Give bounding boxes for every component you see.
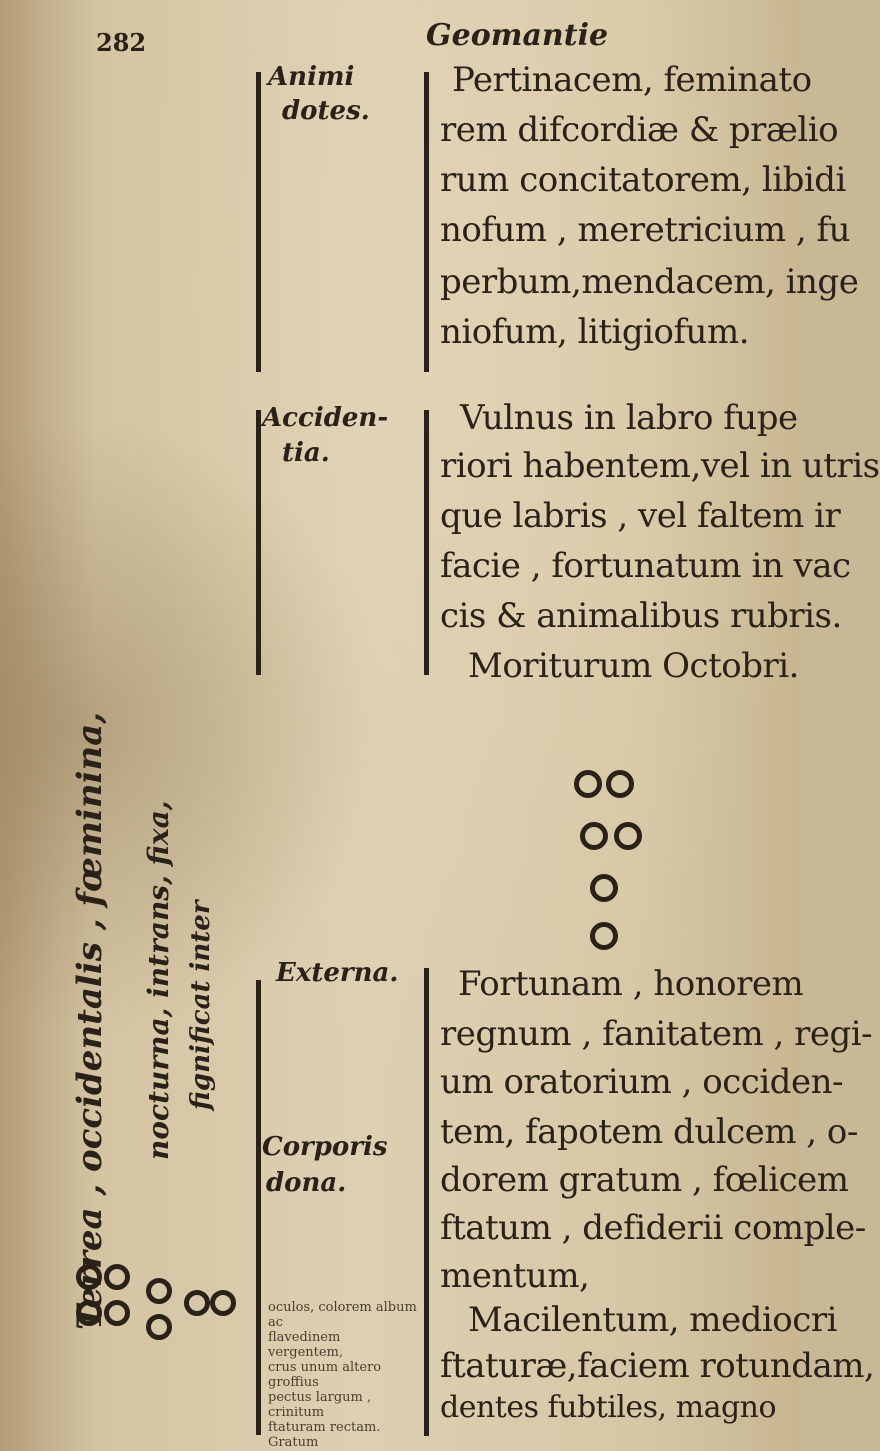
- margin-dot: [146, 1314, 172, 1340]
- figure-dot: [590, 874, 618, 902]
- text-line-22: dentes fubtiles, magno: [440, 1390, 777, 1425]
- text-line-19: mentum,: [440, 1256, 590, 1296]
- text-line-23: oculos, colorem album ac: [268, 1300, 417, 1330]
- text-line-11: cis & animalibus rubris.: [440, 596, 842, 636]
- margin-dot: [210, 1290, 236, 1316]
- text-line-3: rum concitatorem, libidi: [440, 160, 846, 200]
- text-line-8: riori habentem,vel in utris: [440, 446, 880, 486]
- text-line-2: rem difcordiæ & prælio: [440, 110, 839, 150]
- text-line-24: flavedinem vergentem,: [268, 1330, 344, 1360]
- text-line-9: que labris , vel faltem ir: [440, 496, 841, 536]
- section-label-externa: Externa.: [276, 958, 399, 988]
- margin-dot: [184, 1290, 210, 1316]
- text-line-26: pectus largum , crinitum: [268, 1390, 372, 1420]
- figure-dot: [590, 922, 618, 950]
- text-line-18: ftatum , defiderii comple-: [440, 1208, 866, 1248]
- text-line-7: Vulnus in labro fupe: [460, 398, 798, 438]
- text-line-14: regnum , fanitatem , regi-: [440, 1014, 873, 1054]
- text-line-15: um oratorium , occiden-: [440, 1062, 843, 1102]
- margin-dot: [76, 1300, 102, 1326]
- page-number: 282: [96, 28, 147, 57]
- running-title: Geomantie: [426, 18, 609, 53]
- figure-dot: [606, 770, 634, 798]
- section-label-corporis: Corporis: [262, 1132, 388, 1162]
- margin-dot: [104, 1300, 130, 1326]
- margin-dot: [104, 1264, 130, 1290]
- bracket-right-3: [424, 968, 429, 1436]
- continued-text: [268, 1300, 418, 1450]
- section-label-dotes: dotes.: [282, 96, 370, 126]
- section-label-acciden: Acciden-: [262, 403, 389, 433]
- text-line-25: crus unum altero groffius: [268, 1360, 382, 1390]
- text-line-27: ftaturam rectam.: [268, 1420, 381, 1435]
- side-label-inner1: nocturna, intrans, fixa,: [142, 800, 175, 1160]
- text-line-20: Macilentum, mediocri: [468, 1300, 837, 1340]
- bracket-left-2: [256, 410, 261, 675]
- text-line-13: Fortunam , honorem: [458, 964, 804, 1004]
- figure-dot: [614, 822, 642, 850]
- text-line-17: dorem gratum , fœlicem: [440, 1160, 849, 1200]
- text-line-6: niofum, litigiofum.: [440, 312, 750, 352]
- section-label-dona: dona.: [266, 1168, 347, 1198]
- text-line-10: facie , fortunatum in vac: [440, 546, 851, 586]
- margin-dot: [146, 1278, 172, 1304]
- text-line-16: tem, fapotem dulcem , o-: [440, 1112, 858, 1152]
- section-label-tia: tia.: [282, 438, 330, 468]
- bracket-left-3: [256, 980, 261, 1435]
- text-line-28: Gratum: [268, 1435, 319, 1450]
- margin-dot: [76, 1264, 102, 1290]
- side-label-inner2: fignificat inter: [186, 900, 216, 1110]
- bracket-right-2: [424, 410, 429, 675]
- text-line-12: Moriturum Octobri.: [468, 646, 799, 686]
- figure-dot: [580, 822, 608, 850]
- text-line-21: ftaturæ,faciem rotundam,: [440, 1346, 875, 1386]
- text-line-1: Pertinacem, feminato: [452, 60, 812, 100]
- figure-dot: [574, 770, 602, 798]
- bracket-right-1: [424, 72, 429, 372]
- bracket-left-1: [256, 72, 261, 372]
- text-line-4: nofum , meretricium , fu: [440, 210, 850, 250]
- text-line-5: perbum,mendacem, inge: [440, 262, 859, 302]
- side-label-outer: Terrea , occidentalis , fœminina,: [70, 711, 110, 1330]
- section-label-animi: Animi: [268, 62, 355, 92]
